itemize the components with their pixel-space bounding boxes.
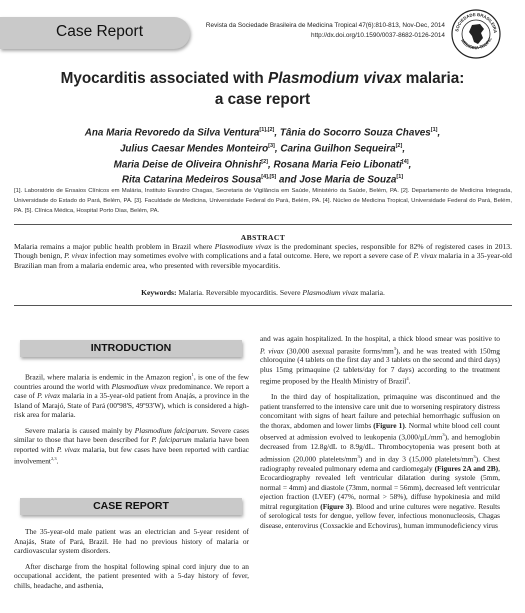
svg-text:MEDICINA TROPICAL: MEDICINA TROPIC <box>460 36 493 51</box>
author-name: Rita Catarina Medeiros Sousa <box>121 174 262 186</box>
author-name: Jose Maria de Souza <box>299 174 397 186</box>
right-column-body <box>260 334 500 536</box>
keywords-label: Keywords: <box>141 288 177 297</box>
journal-citation <box>145 21 445 40</box>
author-list: Ana Maria Revoredo da Silva Ventura[1],[2], Tânia do Socorro Souza Chaves[1], Julius Caesar Mendes Monteiro[3], Carina Guilhon Sequeira[2], Maria Deise de Oliveira Ohnishi[2], Rosana Maria Feio Libonati[4], Rita Catarina Medeiros Sousa[4],[5] and Jose Maria de Souza[1] <box>84 127 441 186</box>
affiliations: [1]. Laboratório de Ensaios Clínicos em Malária, Instituto Evandro Chagas, Secretaria de Vigilância em Saúde, Ministério da Saúde, Belém, PA. [2]. Departamento de Medicina Integrada, Universidade do Estado do Pará, Belém, PA. [3]. Faculdade de Medicina, Universidade Federal do Pará, Belém, PA. [4]. Núcleo de Medicina Tropical, Universidade Federal do Pará, Belém, PA. [5]. Clínica Médica, Hospital Porto Dias, Belém, PA. <box>14 188 512 214</box>
keywords <box>14 288 512 297</box>
journal-doi[interactable]: http://dx.doi.org/10.1590/0037-8682-0126-2014 <box>311 31 445 39</box>
paragraph: Severe malaria is caused mainly by Plasmodium falciparum. Severe cases similar to those that have been described for P. falciparum malaria have been reported with P. vivax malaria, but few cases have been reported with cardiac involvement$^{2,3}$. <box>14 425 250 466</box>
introduction-heading: INTRODUCTION <box>20 340 242 357</box>
paragraph: The 35-year-old male patient was an electrician and 5-year resident of Anajás, State of Pará, Brazil. He had no previous history of malaria or cardiovascular system disorders. <box>14 527 249 555</box>
species-name: Plasmodium vivax <box>268 70 402 87</box>
article-type-label: Case Report <box>56 23 144 40</box>
author-name: Ana Maria Revoredo da Silva Ventura <box>84 127 260 139</box>
title-line-2: a case report <box>214 91 311 108</box>
author-affiliation-ref: [1],[2] <box>259 127 275 133</box>
abstract-heading: ABSTRACT <box>240 233 286 242</box>
keywords-list: Malaria. Reversible myocarditis. Severe Plasmodium vivax malaria. <box>176 288 385 297</box>
author-name: Carina Guilhon Sequeira <box>280 143 396 155</box>
paragraph: After discharge from the hospital following spinal cord injury due to an occupational accident, the patient presented with a 5-day history of fever, chills, headache, and asthenia, <box>14 561 249 590</box>
case-report-body <box>14 527 249 596</box>
society-logo <box>450 8 502 60</box>
divider <box>14 305 512 306</box>
abstract-text: Malaria remains a major public health problem in Brazil where Plasmodium vivax is the predominant species, responsible for 82% of registered cases in 2013. Though benign, P. vivax infection may sometimes evolve with complications and a fatal outcome. Here, we report a severe case of P. vivax malaria in a 35-year-old Brazilian man from a malaria endemic area, who presented with reversible myocarditis. <box>14 242 512 270</box>
author-affiliation-ref: [3] <box>268 142 275 149</box>
paragraph: and was again hospitalized. In the hospital, a thick blood smear was positive to P. vivax (30,000 asexual parasite forms/$mm^3$), and he was treated with 150mg chloroquine (4 tablets on the first day and 3 tablets on the second and third days) plus 15mg primaquine (2 tablets/day for 7 days) according to the treatment regime proposed by the Health Ministry of Brazil$^4$. <box>260 334 500 386</box>
author-name: Julius Caesar Mendes Monteiro <box>119 143 269 155</box>
title-line-1: Myocarditis associated with Plasmodium vivax malaria: <box>60 70 465 87</box>
author-name: Rosana Maria Feio Libonati <box>273 158 402 170</box>
author-affiliation-ref: [2] <box>261 158 268 165</box>
author-affiliation-ref: [4] <box>401 158 409 165</box>
journal-reference: Revista da Sociedade Brasileira de Medicina Tropical 47(6):810-813, Nov-Dec, 2014 <box>205 22 445 29</box>
author-affiliation-ref: [1] <box>396 174 404 181</box>
author-name: Tânia do Socorro Souza Chaves <box>279 127 431 139</box>
article-title <box>20 68 505 110</box>
paragraph: In the third day of hospitalization, primaquine was discontinued and the patient transferred to the intensive care unit due to worsening respiratory distress concomitant with signs of heart failure and petechial hemorrhagic suffusion on the thorax, abdomen and lower limbs (Figure 1). Normal white blood cell count observed at admission evolved to leukopenia $(3,000/\mu L/mm^3)$, and hemoglobin decreased from 12.8g/dL to 8.9g/dL. Thrombocytopenia was present both at admission (20,000 platelets/$mm^3$) and in day 3 (15,000 platelets/$mm^3$). Chest radiography revealed pulmonary edema and cardiomegaly (Figures 2A and 2B), Ecocardiography revealed left ventricular dilatation during systole (5mm, normal = 4mm) and diastole (73mm, normal = 56mm), decreased left ventricular ejection fraction (LVEF) (47%, normal > 58%), diffuse hypokinesia and mild mitral regurgitation (Figure 3). Blood and urine cultures were negative. Results of serological tests for dengue, yellow fever, infectious mononucleosis, Chagas disease, enterovirus (Coxsackie and Echovirus), human immunodeficiency virus <box>260 392 501 530</box>
author-name: Maria Deise de Oliveira Ohnishi <box>113 158 262 170</box>
introduction-body <box>14 370 249 472</box>
divider <box>14 224 512 225</box>
svg-text:SOCIEDADE BRASILEIRA: SOCIEDADE BRASILEIRA <box>454 11 499 34</box>
paragraph: Brazil, where malaria is endemic in the Amazon region$^1$, is one of the few countries around the world with Plasmodium vivax predominance. We report a case of P. vivax malaria in a 35-year-old patient from Anajás, a province in the Island of Marajó, State of Pará (00º98'S, 49º93'W), which is considered a high-risk area for malaria. <box>14 372 249 420</box>
author-affiliation-ref: [1] <box>430 127 438 133</box>
author-affiliation-ref: [2] <box>395 142 403 149</box>
case-report-heading: CASE REPORT <box>20 498 242 515</box>
author-affiliation-ref: [4],[5] <box>261 174 277 181</box>
